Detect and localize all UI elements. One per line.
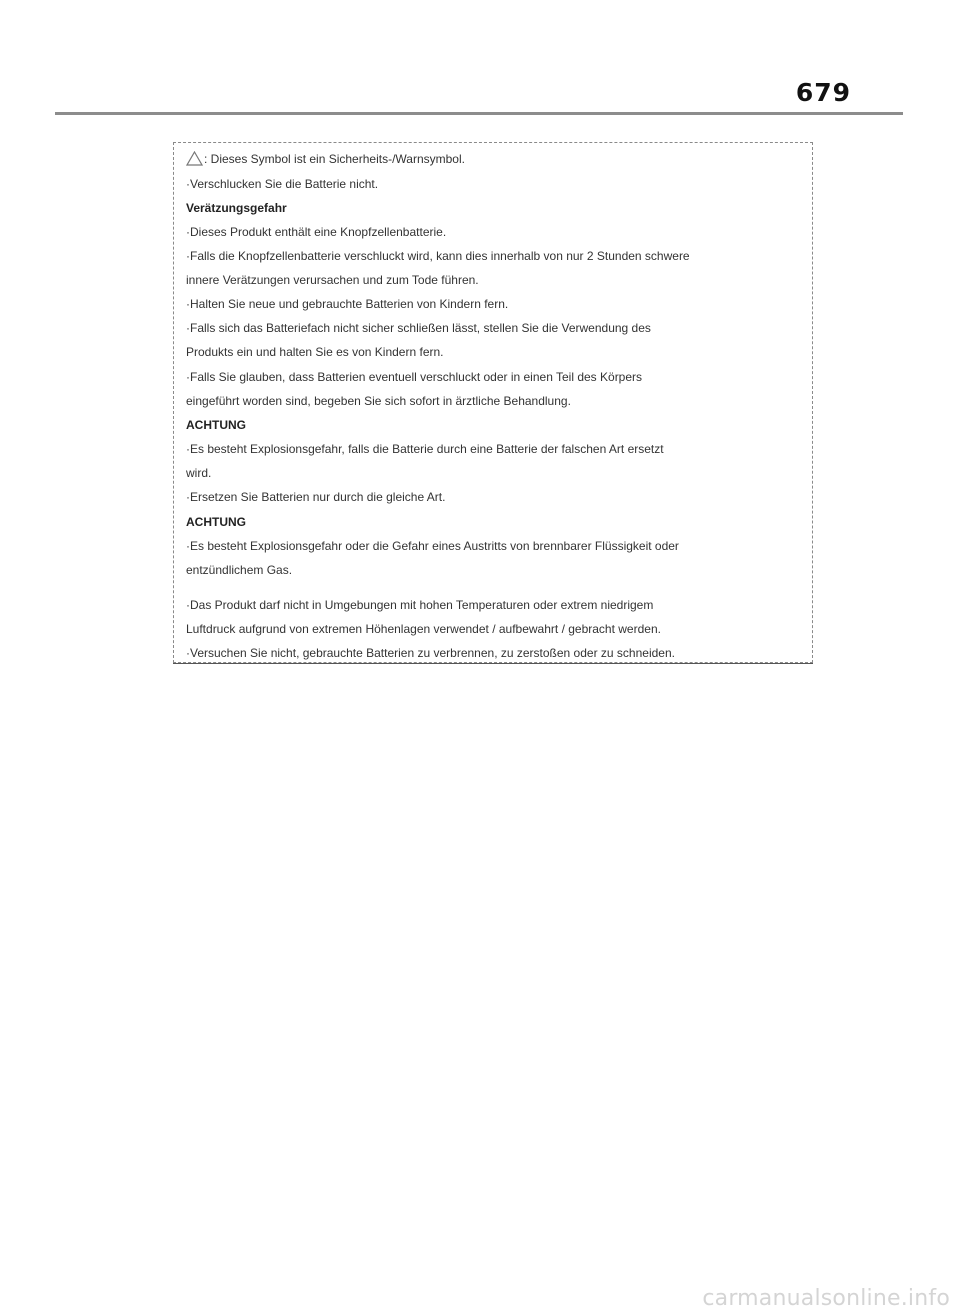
warning-line: wird. xyxy=(186,466,212,480)
warning-line: ·Versuchen Sie nicht, gebrauchte Batterien zu verbrennen, zu zerstoßen oder zu schneiden. xyxy=(186,646,675,660)
warning-symbol-line xyxy=(186,151,465,166)
warning-line: ·Es besteht Explosionsgefahr, falls die Batterie durch eine Batterie der falschen Art ersetzt xyxy=(186,442,664,456)
box-bottom-border xyxy=(173,663,813,665)
warning-line: ·Ersetzen Sie Batterien nur durch die gleiche Art. xyxy=(186,490,446,504)
warning-line: ·Falls sich das Batteriefach nicht sicher schließen lässt, stellen Sie die Verwendung des xyxy=(186,321,651,335)
warning-heading-caustic: Verätzungsgefahr xyxy=(186,201,287,215)
warning-triangle-icon xyxy=(186,151,203,166)
warning-line: ·Halten Sie neue und gebrauchte Batterien von Kindern fern. xyxy=(186,297,509,311)
battery-warning-box xyxy=(173,142,813,663)
warning-line: ·Das Produkt darf nicht in Umgebungen mit hohen Temperaturen oder extrem niedrigem xyxy=(186,598,654,612)
warning-line: ·Falls die Knopfzellenbatterie verschluckt wird, kann dies innerhalb von nur 2 Stunden schwere xyxy=(186,249,690,263)
warning-line: eingeführt worden sind, begeben Sie sich sofort in ärztliche Behandlung. xyxy=(186,394,571,408)
warning-symbol-text: : Dieses Symbol ist ein Sicherheits-/Warnsymbol. xyxy=(204,152,465,166)
warning-heading-achtung: ACHTUNG xyxy=(186,515,246,529)
warning-line: ·Verschlucken Sie die Batterie nicht. xyxy=(186,177,379,191)
warning-line: ·Falls Sie glauben, dass Batterien eventuell verschluckt oder in einen Teil des Körpers xyxy=(186,370,643,384)
warning-heading-achtung: ACHTUNG xyxy=(186,418,246,432)
warning-line: entzündlichem Gas. xyxy=(186,563,293,577)
warning-line: Luftdruck aufgrund von extremen Höhenlagen verwendet / aufbewahrt / gebracht werden. xyxy=(186,622,661,636)
watermark: carmanualsonline.info xyxy=(702,1286,950,1311)
warning-line: innere Verätzungen verursachen und zum Tode führen. xyxy=(186,273,479,287)
page-number: 679 xyxy=(795,78,851,107)
header-rule xyxy=(55,112,903,115)
warning-line: Produkts ein und halten Sie es von Kindern fern. xyxy=(186,345,444,359)
warning-line: ·Es besteht Explosionsgefahr oder die Gefahr eines Austritts von brennbarer Flüssigkeit oder xyxy=(186,539,679,553)
warning-line: ·Dieses Produkt enthält eine Knopfzellenbatterie. xyxy=(186,225,447,239)
